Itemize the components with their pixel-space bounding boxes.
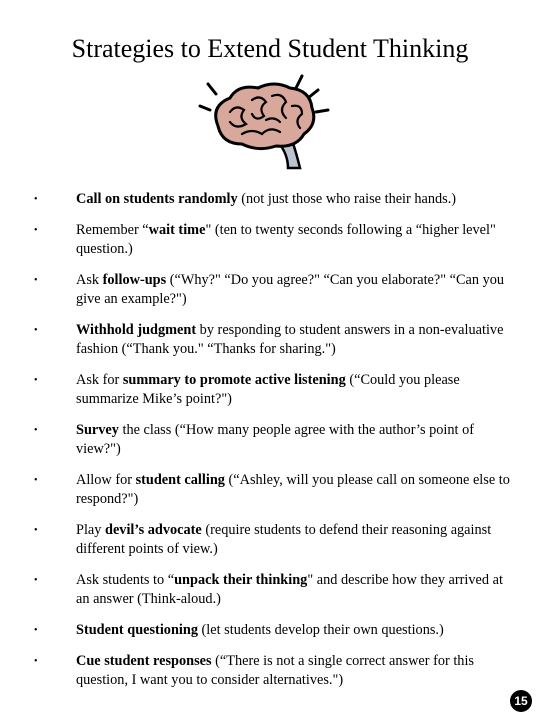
list-item: • Remember “wait time" (ten to twenty seconds following a “higher level" question.) bbox=[34, 222, 496, 257]
bullet-icon: • bbox=[34, 656, 38, 667]
bullet-icon: • bbox=[34, 225, 38, 236]
strategy-list bbox=[34, 190, 514, 702]
list-item: • Ask for summary to promote active listening (“Could you please summarize Mike’s point?") bbox=[34, 372, 460, 407]
list-item: • Call on students randomly (not just those who raise their hands.) bbox=[34, 191, 457, 207]
bullet-icon: • bbox=[34, 275, 38, 286]
bullet-icon: • bbox=[34, 194, 38, 205]
bullet-icon: • bbox=[34, 575, 38, 586]
strategy-emphasis: student calling bbox=[135, 472, 225, 488]
strategy-emphasis: Cue student responses bbox=[76, 653, 212, 669]
list-item: • Ask students to “unpack their thinking" and describe how they arrived at an answer (Think-aloud.) bbox=[34, 572, 503, 607]
strategy-emphasis: Call on students randomly bbox=[76, 191, 238, 207]
strategy-emphasis: Survey bbox=[76, 422, 119, 438]
list-item: • Student questioning (let students develop their own questions.) bbox=[34, 622, 444, 638]
bullet-icon: • bbox=[34, 425, 38, 436]
strategy-emphasis: wait time bbox=[148, 222, 206, 238]
bullet-icon: • bbox=[34, 525, 38, 536]
list-item: • Withhold judgment by responding to student answers in a non-evaluative fashion (“Thank you." “Thanks for sharing.") bbox=[34, 322, 504, 357]
page-title: Strategies to Extend Student Thinking bbox=[71, 34, 469, 63]
strategy-emphasis: Withhold judgment bbox=[76, 322, 197, 338]
strategy-emphasis: Student questioning bbox=[76, 622, 198, 638]
brain-icon bbox=[196, 72, 336, 172]
bullet-icon: • bbox=[34, 375, 38, 386]
bullet-icon: • bbox=[34, 625, 38, 636]
strategy-emphasis: unpack their thinking bbox=[174, 572, 308, 588]
list-item: • Allow for student calling (“Ashley, will you please call on someone else to respond?") bbox=[34, 472, 510, 507]
list-item: • Survey the class (“How many people agree with the author’s point of view?") bbox=[34, 422, 474, 457]
list-item: • Play devil’s advocate (require students to defend their reasoning against different points of view.) bbox=[34, 522, 492, 557]
page-number-badge: 15 bbox=[510, 690, 532, 712]
bullet-icon: • bbox=[34, 475, 38, 486]
bullet-icon: • bbox=[34, 325, 38, 336]
list-item: • Ask follow-ups (“Why?" “Do you agree?" “Can you elaborate?" “Can you give an example?") bbox=[34, 272, 505, 307]
list-item: • Cue student responses (“There is not a single correct answer for this question, I want you to consider alternatives.") bbox=[34, 653, 474, 688]
strategy-emphasis: follow-ups bbox=[102, 272, 167, 288]
strategy-emphasis: devil’s advocate bbox=[105, 522, 202, 538]
strategy-emphasis: summary to promote active listening bbox=[122, 372, 346, 388]
